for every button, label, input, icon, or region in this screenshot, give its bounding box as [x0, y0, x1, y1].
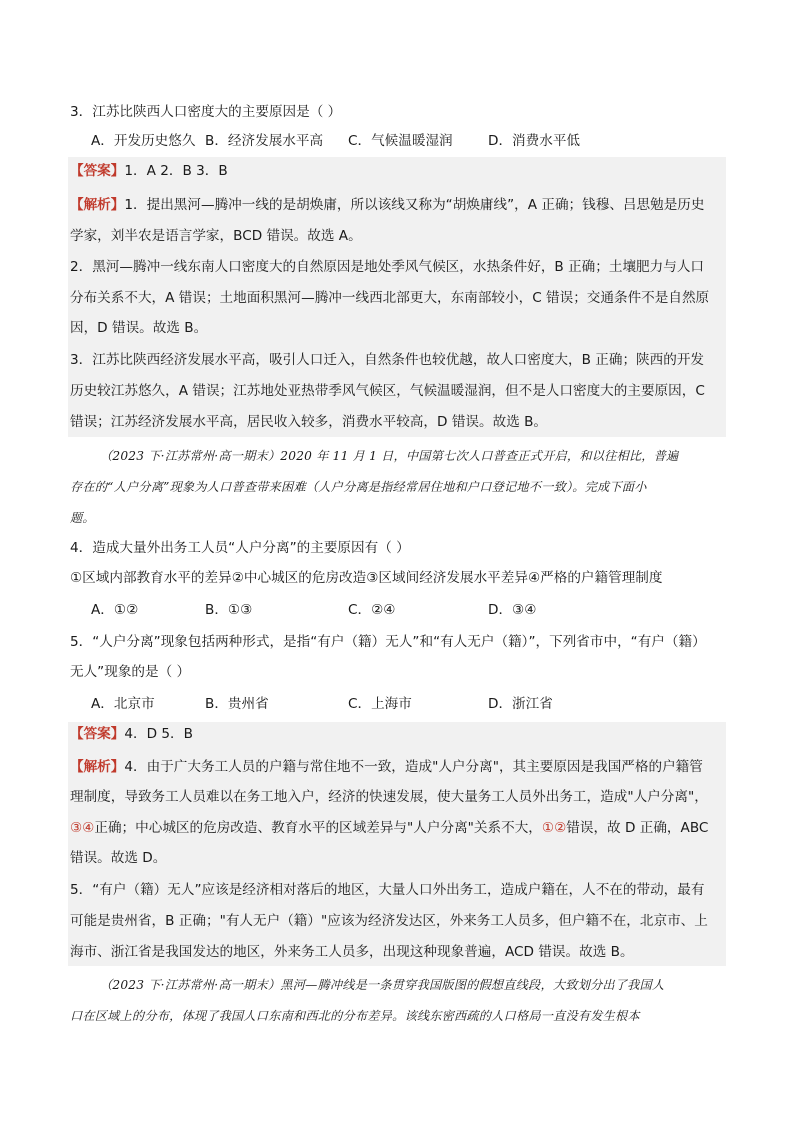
answer-text: 1．A 2．B 3．B [124, 163, 228, 179]
q4-option-b: B．①③ [205, 602, 253, 618]
analysis-line-1 [70, 195, 724, 215]
q3-option-a: A．开发历史悠久 [91, 133, 196, 149]
analysis-2-line-5: 5．“有户（籍）无人”应该是经济相对落后的地区，大量人口外出务工，造成户籍在，人不在的带动，最有 [70, 882, 705, 898]
passage-3-line-1: （2023 下·江苏常州·高一期末）黑河—腾冲线是一条贯穿我国版图的假想直线段，大致划分出了我国人 [100, 978, 665, 992]
analysis-line-3: 2．黑河—腾冲一线东南人口密度大的自然原因是地处季风气候区，水热条件好，B 正确；土壤肥力与人口 [70, 259, 705, 275]
analysis-text: 1．提出黑河—腾冲一线的是胡焕庸，所以该线又称为“胡焕庸线”，A 正确；钱穆、吕思勉是历史 [124, 197, 705, 213]
analysis-2-line-6: 可能是贵州省，B 正确；"有人无户（籍）"应该为经济发达区，外来务工人员多，但户籍不在，北京市、上 [70, 913, 708, 929]
analysis-line-2: 学家，刘半农是语言学家，BCD 错误。故选 A。 [70, 228, 362, 244]
analysis-line-6: 3．江苏比陕西经济发展水平高，吸引人口迁入，自然条件也较优越，故人口密度大，B 正确；陕西的开发 [70, 352, 705, 368]
analysis-text: 4．由于广大务工人员的户籍与常住地不一致，造成"人户分离"，其主要原因是我国严格的户籍管 [124, 759, 703, 775]
q4-option-d: D．③④ [488, 602, 537, 618]
analysis-line-7: 历史较江苏悠久，A 错误；江苏地处亚热带季风气候区，气候温暖湿润，但不是人口密度大的主要原因，C [70, 383, 705, 399]
analysis-tag: 【解析】 [70, 759, 125, 775]
q3-stem: 3．江苏比陕西人口密度大的主要原因是（ ） [70, 104, 342, 120]
analysis-2-line-1 [70, 757, 724, 777]
passage-2-line-2: 存在的“人户分离”现象为人口普查带来困难（人户分离是指经常居住地和户口登记地不一致）。完成下面小 [70, 480, 647, 494]
analysis-2-line-7: 海市、浙江省是我国发达的地区，外来务工人员多，出现这种现象普遍，ACD 错误。故选 B。 [70, 944, 634, 960]
circled-marks: ①② [541, 820, 567, 836]
analysis-text: 错误，故 D 正确，ABC [566, 820, 709, 836]
q5-stem-line-2: 无人”现象的是（ ） [70, 664, 191, 680]
q4-option-c: C．②④ [348, 602, 396, 618]
q4-option-a: A．①② [91, 602, 139, 618]
passage-2-line-1: （2023 下·江苏常州·高一期末）2020 年 11 月 1 日，中国第七次人口普查正式开启，和以往相比，普遍 [100, 449, 679, 463]
q5-stem-line-1: 5．“人户分离”现象包括两种形式，是指“有户（籍）无人”和“有人无户（籍）”，下列省市中，“有户（籍） [70, 634, 706, 650]
answer-tag: 【答案】 [70, 163, 125, 179]
circled-marks: ③④ [70, 820, 95, 836]
analysis-2-line-4: 错误。故选 D。 [70, 850, 167, 866]
analysis-text: 正确；中心城区的危房改造、教育水平的区域差异与"人户分离"关系不大， [94, 820, 542, 836]
q5-option-b: B．贵州省 [205, 696, 269, 712]
q4-items: ①区域内部教育水平的差异②中心城区的危房改造③区域间经济发展水平差异④严格的户籍管理制度 [70, 570, 663, 586]
q5-option-a: A．北京市 [91, 696, 155, 712]
q3-option-b: B．经济发展水平高 [205, 133, 324, 149]
q5-option-d: D．浙江省 [488, 696, 553, 712]
answer-line-2 [70, 724, 724, 744]
analysis-line-5: 因，D 错误。故选 B。 [70, 320, 208, 336]
passage-2-line-3: 题。 [70, 511, 95, 525]
q3-option-c: C．气候温暖湿润 [348, 133, 453, 149]
q3-option-d: D．消费水平低 [488, 133, 581, 149]
analysis-line-8: 错误；江苏经济发展水平高，居民收入较多，消费水平较高，D 错误。故选 B。 [70, 414, 548, 430]
q5-option-c: C．上海市 [348, 696, 412, 712]
analysis-2-line-2: 理制度，导致务工人员难以在务工地入户，经济的快速发展，使大量务工人员外出务工，造成"人户分离"， [70, 789, 708, 805]
q4-stem: 4．造成大量外出务工人员“人户分离”的主要原因有（ ） [70, 540, 410, 556]
answer-text: 4．D 5．B [124, 726, 193, 742]
answer-line-1 [70, 161, 724, 181]
analysis-tag: 【解析】 [70, 197, 125, 213]
passage-3-line-2: 口在区域上的分布，体现了我国人口东南和西北的分布差异。该线东密西疏的人口格局一直没有发生根本 [70, 1009, 640, 1023]
analysis-2-line-3 [70, 818, 724, 838]
analysis-line-4: 分布关系不大，A 错误；土地面积黑河—腾冲一线西北部更大，东南部较小，C 错误；交通条件不是自然原 [70, 290, 710, 306]
answer-tag: 【答案】 [70, 726, 125, 742]
